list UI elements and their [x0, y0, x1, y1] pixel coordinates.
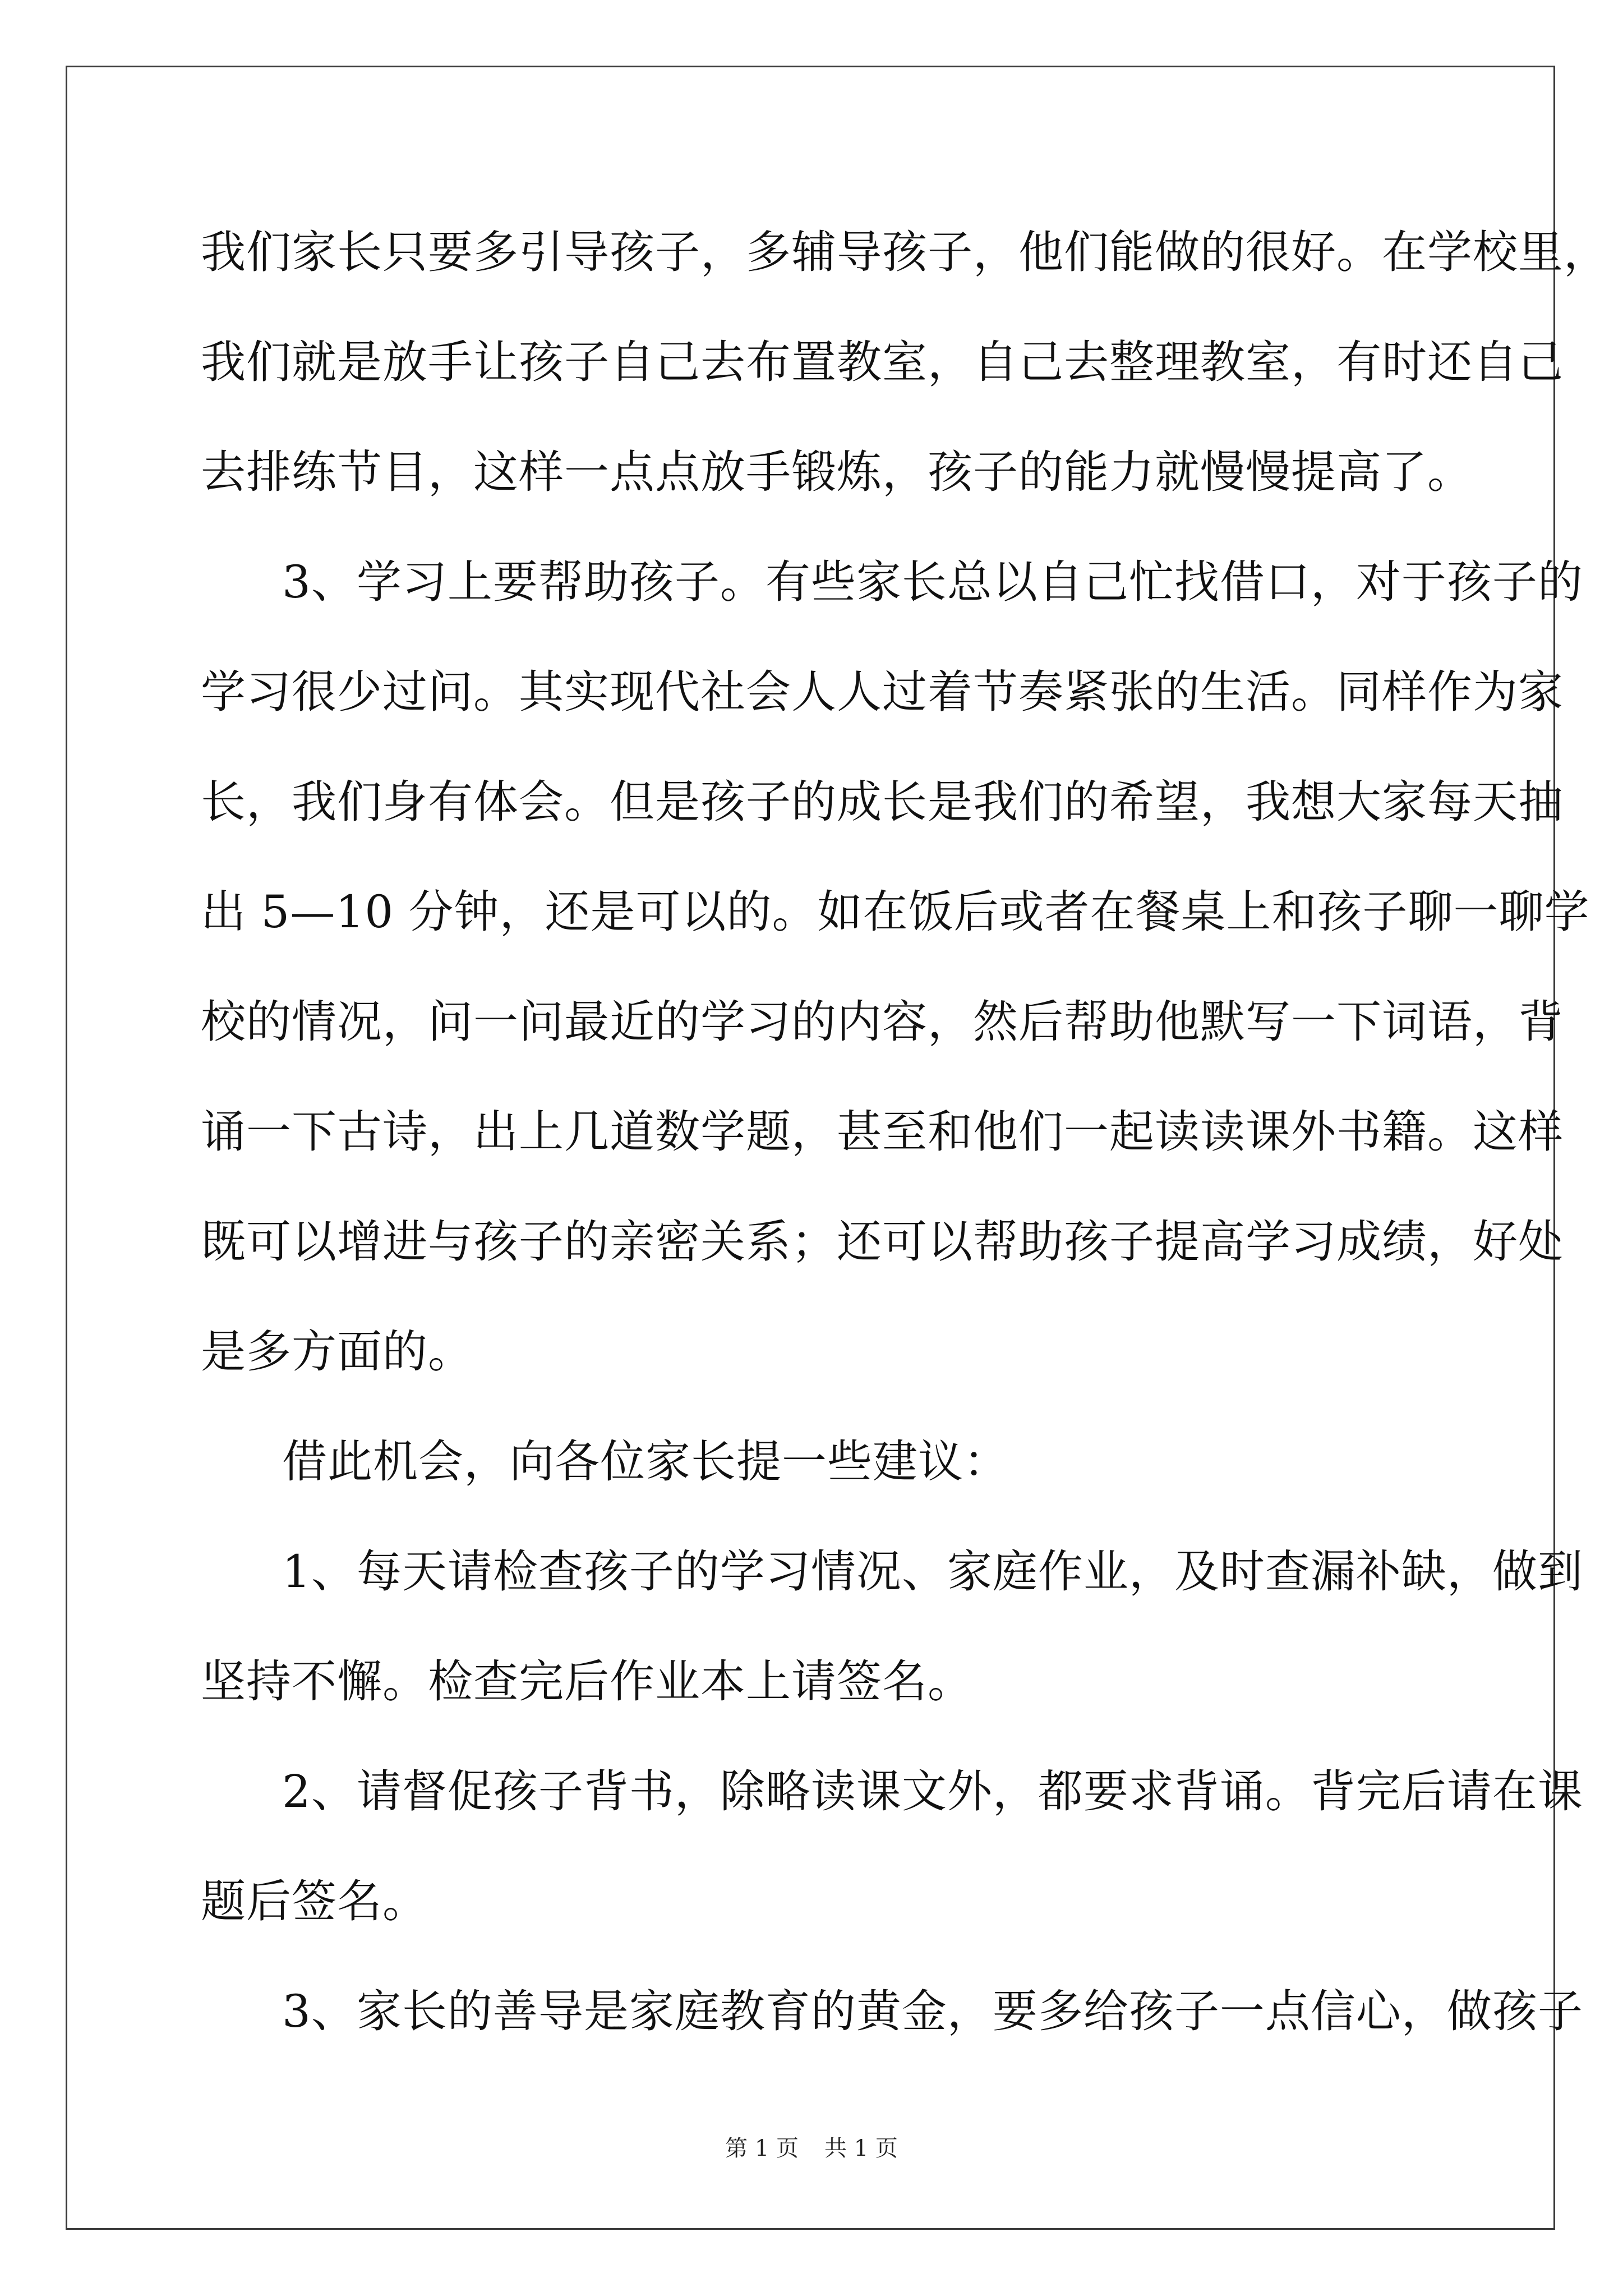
page-total: 共 1 页: [824, 2136, 898, 2161]
page-number: 第 1 页: [725, 2136, 799, 2161]
text-line: 出 5—10 分钟，还是可以的。如在饭后或者在餐桌上和孩子聊一聊学: [201, 886, 1590, 938]
text-line: 去排练节目，这样一点点放手锻炼，孩子的能力就慢慢提高了。: [201, 446, 1473, 498]
text-line: 既可以增进与孩子的亲密关系；还可以帮助孩子提高学习成绩，好处: [201, 1216, 1564, 1268]
text-line: 校的情况，问一问最近的学习的内容，然后帮助他默写一下词语，背: [201, 996, 1564, 1048]
text-line: 1、每天请检查孩子的学习情况、家庭作业，及时查漏补缺，做到: [282, 1545, 1583, 1598]
text-line: 2、请督促孩子背书，除略读课文外，都要求背诵。背完后请在课: [282, 1765, 1583, 1818]
page-footer: [0, 2132, 1623, 2165]
text-line: 诵一下古诗，出上几道数学题，甚至和他们一起读读课外书籍。这样: [201, 1106, 1564, 1158]
text-line: 我们家长只要多引导孩子，多辅导孩子，他们能做的很好。在学校里，: [201, 226, 1609, 278]
text-line: 借此机会，向各位家长提一些建议：: [282, 1435, 1009, 1488]
text-line: 长，我们身有体会。但是孩子的成长是我们的希望，我想大家每天抽: [201, 776, 1564, 828]
text-line: 3、家长的善导是家庭教育的黄金，要多给孩子一点信心，做孩子: [282, 1985, 1583, 2037]
text-line: 是多方面的。: [201, 1326, 473, 1378]
text-line: 题后签名。: [201, 1875, 428, 1927]
text-line: 3、学习上要帮助孩子。有些家长总以自己忙找借口，对于孩子的: [282, 556, 1583, 608]
text-line: 坚持不懈。检查完后作业本上请签名。: [201, 1655, 973, 1708]
text-line: 学习很少过问。其实现代社会人人过着节奏紧张的生活。同样作为家: [201, 666, 1564, 718]
text-line: 我们就是放手让孩子自己去布置教室，自己去整理教室，有时还自己: [201, 336, 1564, 388]
